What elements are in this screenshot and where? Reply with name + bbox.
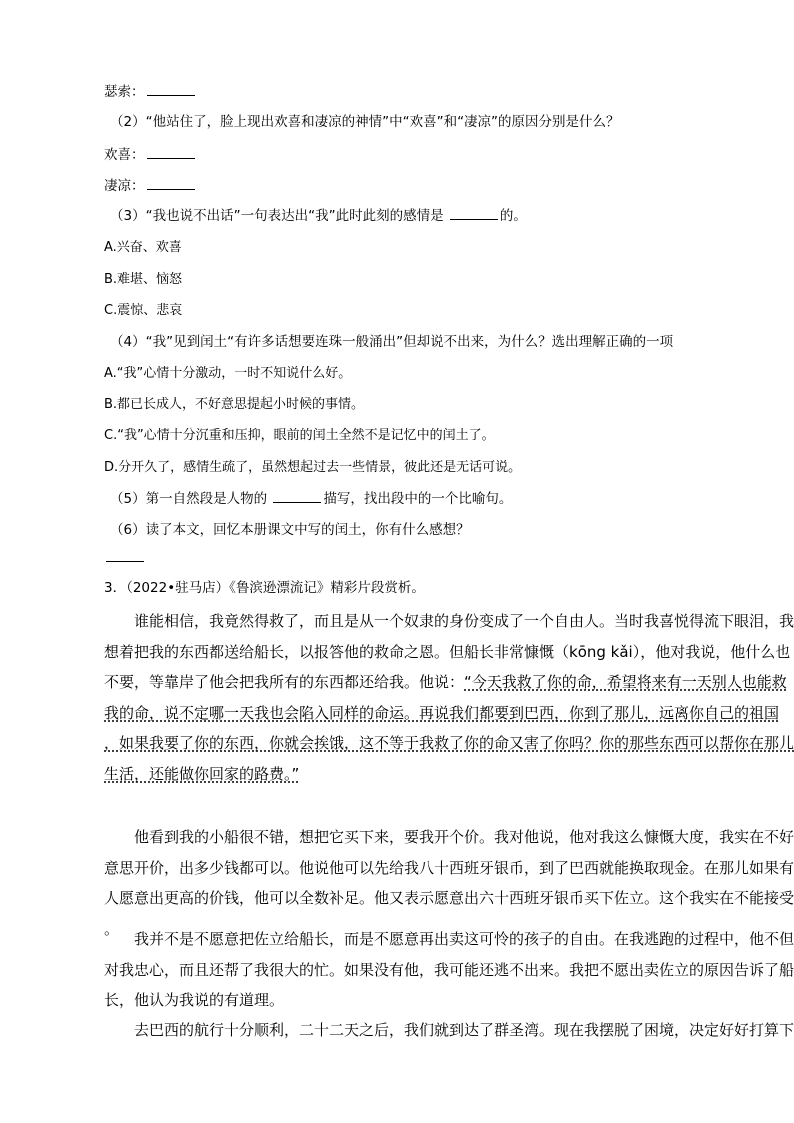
question-2: （2）“他站住了，脸上现出欢喜和凄凉的神情”中“欢喜”和“凄凉”的原因分别是什么？ — [110, 114, 620, 130]
passage-line: 去巴西的航行十分顺利，二十二天之后，我们就到达了群圣湾。现在我摆脱了困境，决定好好打算下 — [134, 1021, 794, 1039]
question-3 — [110, 206, 527, 226]
answer-blank[interactable] — [273, 490, 321, 503]
question-title: 《鲁滨逊漂流记》精彩片段赏析。 — [229, 580, 425, 596]
question-6-answer — [104, 548, 146, 568]
underlined-line: 生活，还能做你回家的路费。” — [104, 764, 300, 783]
answer-blank[interactable] — [147, 83, 195, 96]
passage-line: 对我忠心，而且还帮了我很大的忙。如果没有他，我可能还逃不出来。我把不愿出卖佐立的原因告诉了船 — [104, 960, 794, 979]
passage-line: 我并不是不愿意把佐立给船长，而是不愿意再出卖这可怜的孩子的自由。在我逃跑的过程中，他不但 — [134, 930, 794, 948]
answer-blank[interactable] — [450, 207, 498, 220]
option-3b: B.难堪、恼怒 — [104, 272, 183, 287]
passage-line: 意思开价，出多少钱都可以。他说他可以先给我八十西班牙银币，到了巴西就能换取现金。在那儿如果有 — [104, 858, 794, 877]
passage-line: 。 — [104, 919, 120, 938]
question-5-tail: 描写，找出段中的一个比喻句。 — [323, 491, 513, 507]
option-3c: C.震惊、悲哀 — [104, 303, 183, 318]
huanxi-line — [104, 145, 197, 165]
option-4b: B.都已长成人，不好意思提起小时候的事情。 — [104, 397, 365, 412]
qiliang-line — [104, 176, 197, 196]
passage-paragraph-3 — [104, 924, 794, 1016]
option-4a: A.“我”心情十分激动，一时不知说什么好。 — [104, 366, 352, 381]
question-5-text: （5）第一自然段是人物的 — [110, 491, 268, 507]
passage-text: 不要，等靠岸了他会把我所有的东西都还给我。他说： — [104, 673, 465, 691]
passage-paragraph-4 — [104, 1015, 794, 1046]
answer-blank[interactable] — [147, 146, 195, 159]
answer-blank[interactable] — [147, 177, 195, 190]
underlined-quote: “今天我救了你的命，希望将来有一天别人也能救 — [464, 673, 787, 691]
question-number: 3． — [104, 580, 127, 596]
huanxi-label: 欢喜： — [104, 147, 145, 163]
underlined-line: 我的命，说不定哪一天我也会陷入同样的命运。再说我们都要到巴西，你到了那儿，远离你自己的祖国 — [104, 703, 780, 722]
passage-line: 想着把我的东西都送给船长，以报答他的救命之恩。但船长非常慷慨（kōng kǎi），他对我说，他什么也 — [104, 642, 791, 661]
question-5 — [110, 489, 512, 509]
passage-line: 他看到我的小船很不错，想把它买下来，要我开个价。我对他说，他对我这么慷慨大度，我实在不好 — [134, 828, 794, 846]
passage-line: 人愿意出更高的价钱，他可以全数补足。他又表示愿意出六十西班牙银币买下佐立。这个我实在不能接受 — [104, 889, 794, 907]
passage-paragraph-1 — [104, 606, 794, 789]
seshuo-line — [104, 82, 197, 102]
passage-line: 谁能相信，我竟然得救了，而且是从一个奴隶的身份变成了一个自由人。当时我喜悦得流下眼泪，我 — [134, 612, 794, 630]
question-6: （6）读了本文，回忆本册课文中写的闰土，你有什么感想？ — [110, 522, 470, 538]
seshuo-label: 瑟索： — [104, 84, 145, 100]
passage-line: 长，他认为我说的有道理。 — [104, 991, 285, 1009]
option-3a: A.兴奋、欢喜 — [104, 240, 182, 255]
question-4: （4）“我”见到闰土“有许多话想要连珠一般涌出”但却说不出来，为什么？选出理解正确的一项 — [110, 334, 674, 350]
question-3-tail: 的。 — [499, 208, 527, 224]
passage-line — [104, 667, 787, 698]
option-4d: D.分开久了，感情生疏了，虽然想起过去一些情景，彼此还是无话可说。 — [104, 460, 522, 475]
question-3-text: （3）“我也说不出话”一句表达出“我”此时此刻的感情是 — [110, 208, 444, 224]
question-source: （2022•驻马店） — [126, 580, 230, 596]
question-3-header — [104, 578, 425, 598]
underlined-line: ，如果我要了你的东西，你就会挨饿，这不等于我救了你的命又害了你吗？你的那些东西可以帮你在那儿 — [104, 734, 794, 752]
option-4c: C.“我”心情十分沉重和压抑，眼前的闰土全然不是记忆中的闰土了。 — [104, 428, 495, 443]
qiliang-label: 凄凉： — [104, 178, 145, 194]
answer-blank[interactable] — [106, 549, 144, 562]
